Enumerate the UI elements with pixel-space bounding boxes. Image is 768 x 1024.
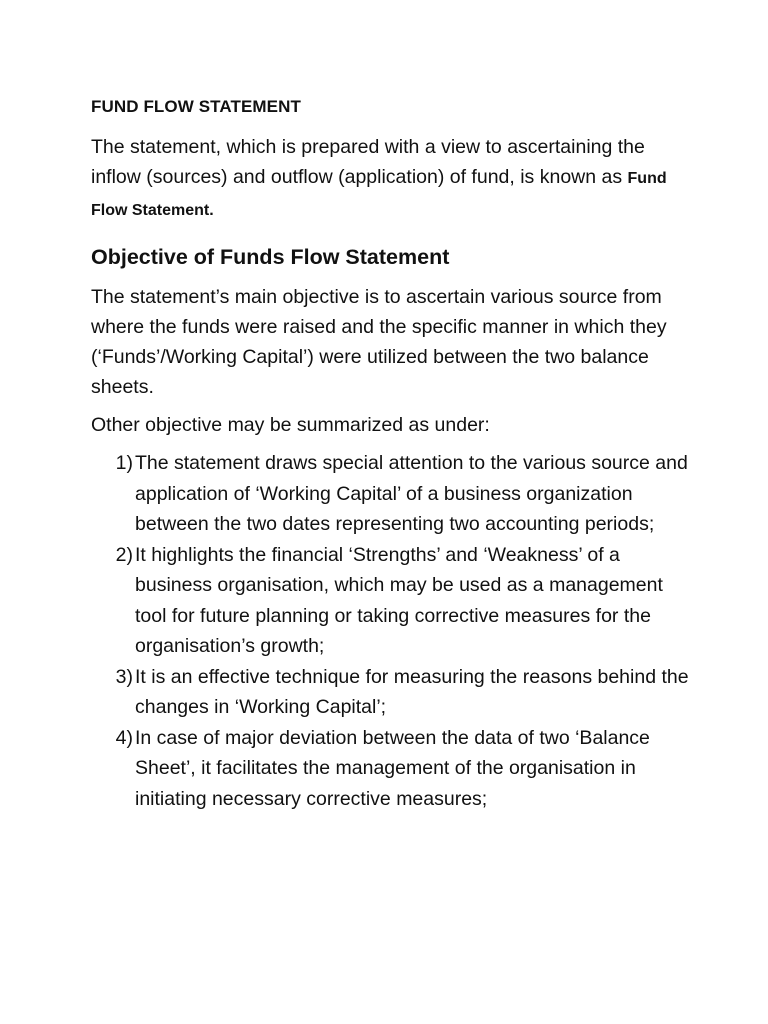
- list-item: [91, 540, 691, 662]
- list-item-text: The statement draws special attention to the various source and application of ‘Working Capital’ of a business organization between the two dates representing two accounting periods;: [135, 452, 688, 535]
- list-item: [91, 662, 691, 723]
- list-item-text: In case of major deviation between the data of two ‘Balance Sheet’, it facilitates the management of the organisation in initiating necessary corrective measures;: [135, 726, 650, 810]
- intro-paragraph: [91, 132, 691, 226]
- list-item-text: It highlights the financial ‘Strengths’ and ‘Weakness’ of a business organisation, which may be used as a management tool for future planning or taking corrective measures for the organisation’s growth;: [135, 543, 663, 657]
- list-item-number: 1): [115, 452, 133, 474]
- list-intro: Other objective may be summarized as under:: [91, 414, 490, 436]
- intro-emphasis: Fund Flow Statement.: [91, 170, 667, 219]
- document-content: [91, 96, 691, 814]
- document-title: FUND FLOW STATEMENT: [91, 97, 301, 116]
- list-item-number: 3): [115, 665, 133, 688]
- objective-paragraph: The statement’s main objective is to ascertain various source from where the funds were raised and the specific manner in which they (‘Funds’/Working Capital’) were utilized between the two balance sheets.: [91, 286, 667, 398]
- objective-list: [91, 448, 691, 814]
- list-item-number: 2): [115, 543, 133, 566]
- list-item-text: It is an effective technique for measuring the reasons behind the changes in ‘Working Capital’;: [135, 665, 689, 718]
- list-item: [91, 448, 691, 540]
- list-item: [91, 723, 691, 815]
- list-item-number: 4): [115, 726, 133, 749]
- intro-text: The statement, which is prepared with a view to ascertaining the inflow (sources) and outflow (application) of fund, is known as: [91, 136, 645, 188]
- section-heading: Objective of Funds Flow Statement: [91, 245, 450, 269]
